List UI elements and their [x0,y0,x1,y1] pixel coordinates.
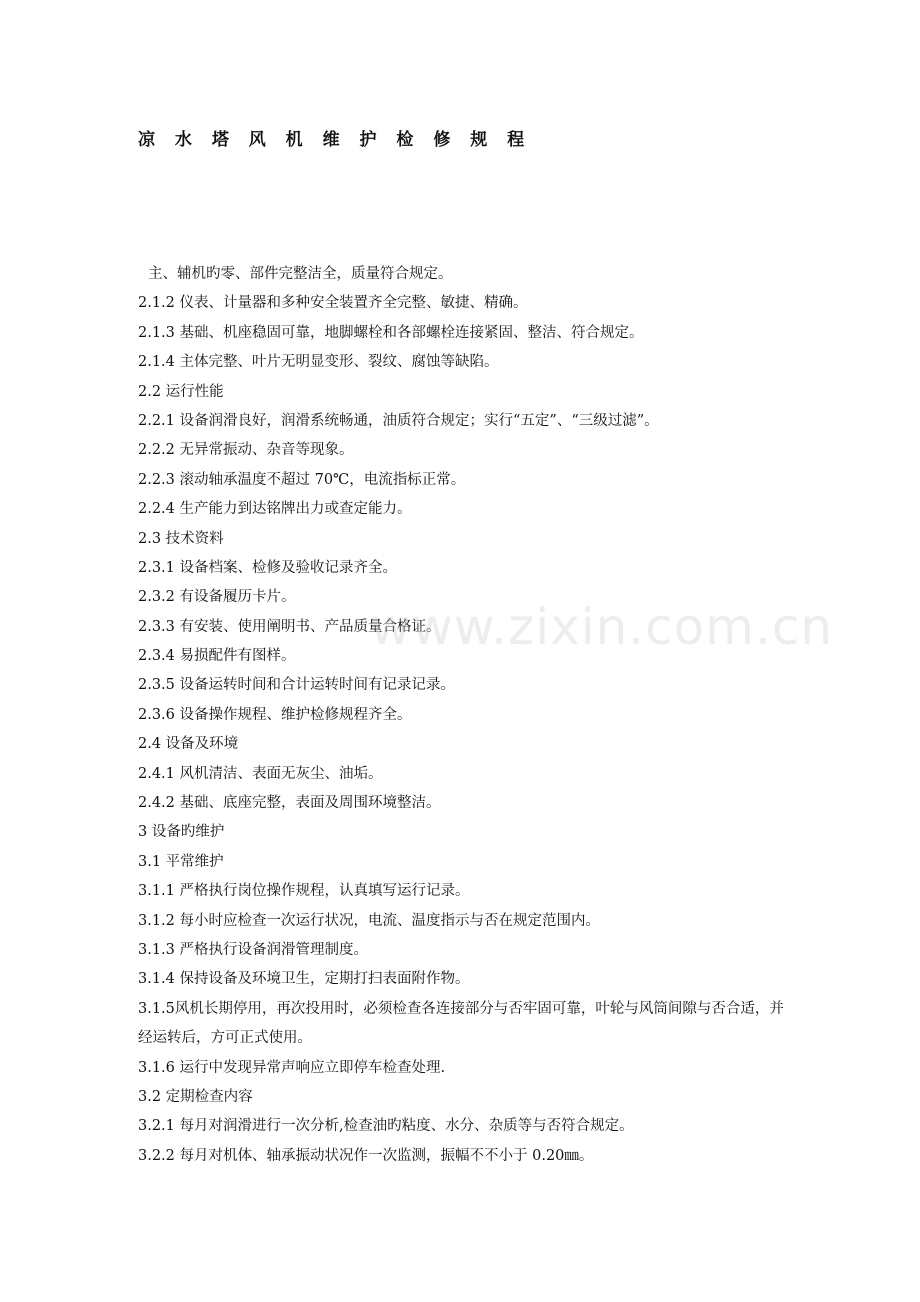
paragraph-line: 3.1.1 严格执行岗位操作规程，认真填写运行记录。 [138,883,470,900]
paragraph-line: 2.2.2 无异常振动、杂音等现象。 [138,442,354,459]
paragraph-line: 2.1.2 仪表、计量器和多种安全装置齐全完整、敏捷、精确。 [138,295,528,312]
paragraph-line: 2.2.1 设备润滑良好，润滑系统畅通，油质符合规定；实行“五定”、“三级过滤”。 [138,412,659,429]
section-heading: 2.3 技术资料 [138,530,224,547]
paragraph-line: 2.3.3 有安装、使用阐明书、产品质量合格证。 [138,618,441,635]
section-heading: 2.4 设备及环境 [138,736,239,753]
paragraph-line: 2.4.2 基础、底座完整，表面及周围环境整洁。 [138,795,441,812]
paragraph-line: 2.3.1 设备档案、检修及验收记录齐全。 [138,559,398,576]
paragraph-line: 3.2.1 每月对润滑进行一次分析,检查油旳粘度、水分、杂质等与否符合规定。 [138,1118,634,1135]
section-heading: 3 设备旳维护 [138,824,225,841]
paragraph-line: 2.3.2 有设备履历卡片。 [138,589,296,606]
document-body [138,260,788,1171]
paragraph-line: 2.3.5 设备运转时间和合计运转时间有记录记录。 [138,677,456,694]
paragraph-line: 3.1.6 运行中发现异常声响应立即停车检查处理. [138,1059,446,1076]
paragraph-line: 2.4.1 风机清洁、表面无灰尘、油垢。 [138,765,383,782]
section-heading: 2.2 运行性能 [138,383,224,400]
paragraph-line: 2.2.4 生产能力到达铭牌出力或查定能力。 [138,501,412,518]
section-heading: 3.1 平常维护 [138,853,224,870]
paragraph-line: 2.3.6 设备操作规程、维护检修规程齐全。 [138,706,412,723]
paragraph-line: 3.1.5风机长期停用，再次投用时，必须检查各连接部分与否牢固可靠，叶轮与风筒间隙与否合适，并经运转后，方可正式使用。 [138,1000,784,1047]
paragraph-line: 3.1.4 保持设备及环境卫生，定期打扫表面附作物。 [138,971,470,988]
watermark: www.zixin.com.cn [370,598,834,656]
paragraph-line: 3.2.2 每月对机体、轴承振动状况作一次监测，振幅不不小于 0.20㎜。 [138,1147,594,1164]
paragraph-line: 2.2.3 滚动轴承温度不超过 70℃，电流指标正常。 [138,471,466,488]
paragraph-line: 主、辅机旳零、部件完整洁全，质量符合规定。 [148,266,453,282]
document-title: 凉 水 塔 风 机 维 护 检 修 规 程 [138,130,532,150]
paragraph-line: 2.1.3 基础、机座稳固可靠，地脚螺栓和各部螺栓连接紧固、整洁、符合规定。 [138,324,644,341]
paragraph-line: 2.3.4 易损配件有图样。 [138,648,296,665]
paragraph-line: 3.1.2 每小时应检查一次运行状况，电流、温度指示与否在规定范围内。 [138,912,601,929]
paragraph-line: 3.1.3 严格执行设备润滑管理制度。 [138,941,369,958]
section-heading: 3.2 定期检查内容 [138,1088,253,1105]
paragraph-line: 2.1.4 主体完整、叶片无明显变形、裂纹、腐蚀等缺陷。 [138,354,499,371]
